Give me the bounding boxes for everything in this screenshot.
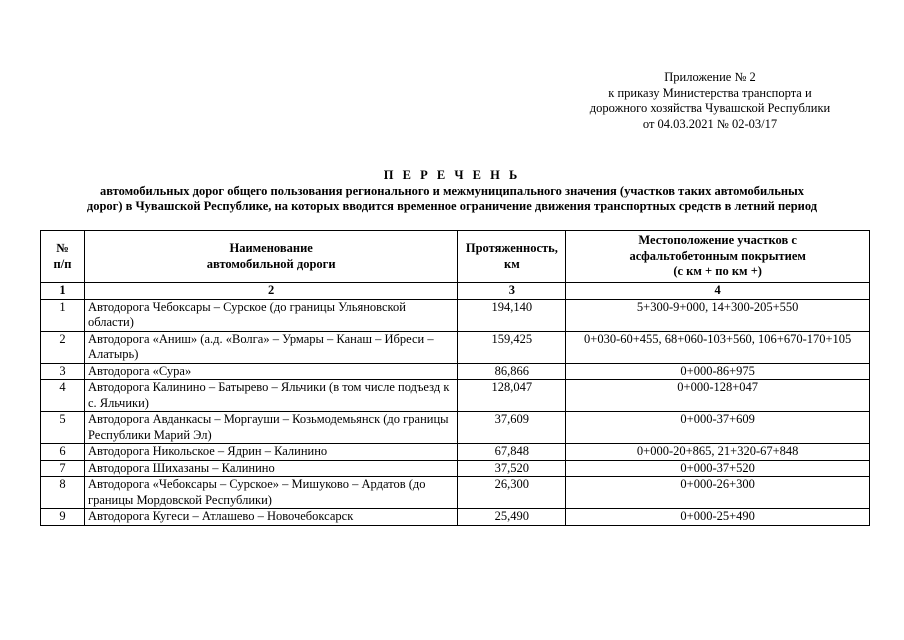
appendix-title: Приложение № 2 [664, 70, 756, 84]
column-number: 3 [458, 283, 566, 300]
row-location: 0+000-37+520 [566, 460, 870, 477]
row-location: 0+000-25+490 [566, 509, 870, 526]
row-num: 5 [41, 412, 85, 444]
row-location: 5+300-9+000, 14+300-205+550 [566, 299, 870, 331]
row-road-name: Автодорога «Аниш» (а.д. «Волга» – Урмары – Канаш – Ибреси – Алатырь) [84, 331, 457, 363]
table-row [41, 477, 870, 509]
row-num: 4 [41, 380, 85, 412]
appendix-ministry-line: дорожного хозяйства Чувашской Республики [589, 101, 831, 115]
row-length: 37,520 [458, 460, 566, 477]
row-location: 0+000-128+047 [566, 380, 870, 412]
header-length-line: км [504, 256, 520, 271]
header-location-line: (с км + по км +) [673, 264, 762, 279]
row-road-name: Автодорога Калинино – Батырево – Яльчики (в том числе подъезд к с. Яльчики) [84, 380, 457, 412]
row-num: 1 [41, 299, 85, 331]
row-road-name: Автодорога Авданкасы – Моргауши – Козьмодемьянск (до границы Республики Марий Эл) [84, 412, 457, 444]
row-location: 0+030-60+455, 68+060-103+560, 106+670-170+105 [566, 331, 870, 363]
title-heading: П Е Р Е Ч Е Н Ь [383, 168, 521, 182]
row-location: 0+000-86+975 [566, 363, 870, 380]
table-row [41, 460, 870, 477]
row-road-name: Автодорога «Чебоксары – Сурское» – Мишуково – Ардатов (до границы Мордовской Республики) [84, 477, 457, 509]
row-location: 0+000-37+609 [566, 412, 870, 444]
row-road-name: Автодорога «Сура» [84, 363, 457, 380]
header-length-line: Протяженность, [465, 241, 558, 255]
row-length: 37,609 [458, 412, 566, 444]
header-length [458, 231, 566, 283]
table-row [41, 299, 870, 331]
row-num: 3 [41, 363, 85, 380]
appendix-order-line: к приказу Министерства транспорта и [608, 85, 812, 100]
row-length: 26,300 [458, 477, 566, 509]
row-length: 194,140 [458, 299, 566, 331]
appendix-date-line: от 04.03.2021 № 02-03/17 [642, 116, 778, 131]
table-row [41, 412, 870, 444]
appendix-header [560, 70, 860, 132]
header-location-line: Местоположение участков с [638, 233, 797, 248]
row-length: 25,490 [458, 509, 566, 526]
column-number-row [41, 283, 870, 300]
header-name-line: автомобильной дороги [206, 256, 336, 271]
column-number: 1 [41, 283, 85, 300]
row-road-name: Автодорога Кугеси – Атлашево – Новочебоксарск [84, 509, 457, 526]
table-row [41, 444, 870, 461]
row-num: 7 [41, 460, 85, 477]
header-name [84, 231, 457, 283]
row-road-name: Автодорога Чебоксары – Сурское (до границы Ульяновской области) [84, 299, 457, 331]
table-row [41, 509, 870, 526]
row-location: 0+000-26+300 [566, 477, 870, 509]
table-header-row [41, 231, 870, 283]
row-road-name: Автодорога Шихазаны – Калинино [84, 460, 457, 477]
header-num-line: п/п [53, 256, 72, 271]
table-row [41, 380, 870, 412]
header-name-line: Наименование [229, 241, 313, 255]
title-line-2: дорог) в Чувашской Республике, на которых вводится временное ограничение движения транспортных средств в летний период [86, 199, 818, 213]
row-num: 9 [41, 509, 85, 526]
row-length: 67,848 [458, 444, 566, 461]
table-row [41, 363, 870, 380]
row-length: 128,047 [458, 380, 566, 412]
title-line-1: автомобильных дорог общего пользования регионального и межмуниципального значения (участков таких автомобильных [99, 183, 805, 198]
header-num-line: № [56, 241, 69, 255]
column-number: 2 [84, 283, 457, 300]
column-number: 4 [566, 283, 870, 300]
row-length: 159,425 [458, 331, 566, 363]
document-title [30, 168, 874, 215]
header-location [566, 231, 870, 283]
roads-table [40, 230, 870, 526]
row-road-name: Автодорога Никольское – Ядрин – Калинино [84, 444, 457, 461]
header-num [41, 231, 85, 283]
header-location-line: асфальтобетонным покрытием [629, 248, 806, 263]
row-num: 6 [41, 444, 85, 461]
row-location: 0+000-20+865, 21+320-67+848 [566, 444, 870, 461]
table-row [41, 331, 870, 363]
row-length: 86,866 [458, 363, 566, 380]
row-num: 2 [41, 331, 85, 363]
row-num: 8 [41, 477, 85, 509]
